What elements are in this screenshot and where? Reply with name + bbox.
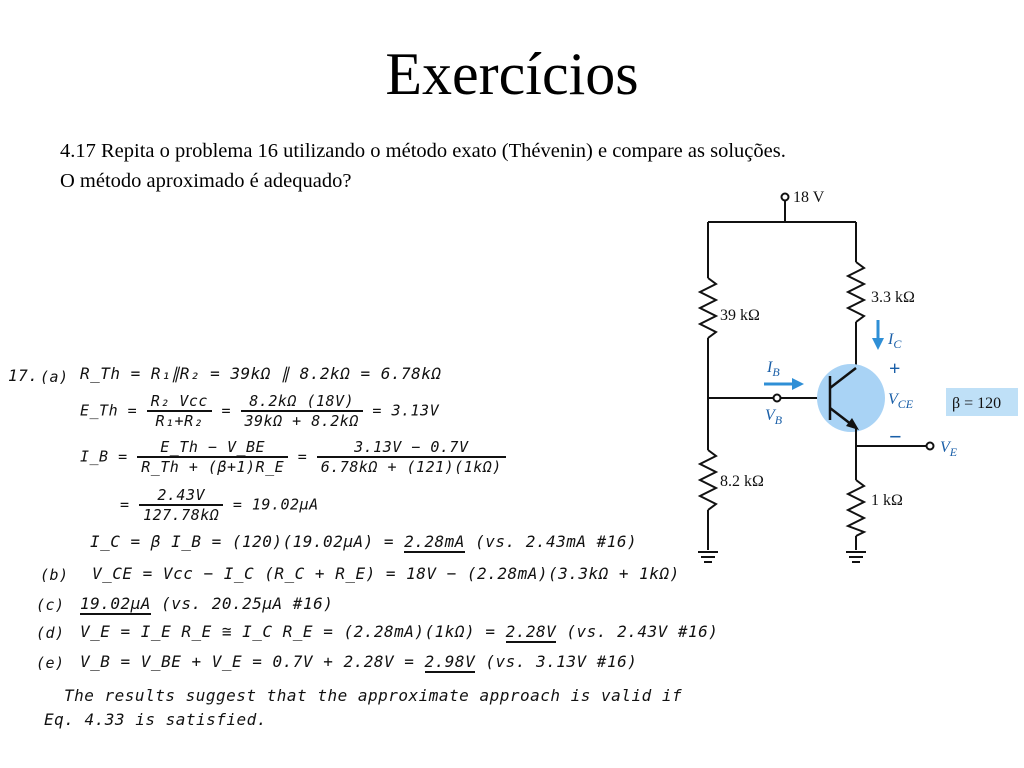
sol-a-label: (a) [40,368,69,386]
sol-a2-eq: = [221,401,231,420]
sol-a3-frac2: $\frac{3.13V - 0.7V}{6.78k\Omega + (121)(1k\Omega)}$ [317,438,506,476]
svg-text:VCE [888,391,914,411]
sol-number: 17. [8,366,39,385]
ve-sub: E [949,445,958,459]
sol-c-label: (c) [36,596,65,614]
ib-sub: B [772,365,780,379]
ic-sub: C [893,337,902,351]
sol-a2-frac1: $\frac{\text{R₂ Vcc}}{\text{R₁+R₂}}$ [147,392,212,430]
re-resistor [848,480,864,536]
ic-label: I [888,331,894,348]
sol-a2 [80,392,439,430]
sol-a4-eq: = [120,495,130,514]
svg-text:IC [887,331,902,351]
sol-e: V_B = V_BE + V_E = 0.7V + 2.28V = 2.98V (vs. 3.13V #16) [80,652,638,671]
r2-label: 8.2 kΩ [720,473,764,490]
ve-label: V [940,439,950,456]
sol-conclusion-2: Eq. 4.33 is satisfied. [44,710,267,729]
sol-e-value: 2.98V [424,652,476,671]
sol-a3-eq: = [297,447,308,466]
sol-a3 [80,438,506,476]
supply-terminal [782,194,789,201]
vb-label: V [765,407,775,424]
vce-sub: CE [897,397,914,411]
handwritten-solution [0,350,760,750]
sol-c: 19.02μA (vs. 20.25μA #16) [80,594,334,613]
sol-conclusion-1: The results suggest that the approximate approach is valid if [64,686,683,705]
sol-a5: I_C = β I_B = (120)(19.02μA) = 2.28mA (vs. 2.43mA #16) [90,532,638,551]
ib-label: I [767,359,773,376]
r1-resistor [700,278,716,338]
sol-d-label: (d) [36,624,65,642]
ic-arrow-head [872,338,884,350]
problem-line-1: 4.17 Repita o problema 16 utilizando o método exato (Thévenin) e compare as soluções. [60,140,786,162]
vb-terminal [774,395,781,402]
svg-text:VE [940,439,958,459]
beta-label: β = 120 [952,395,1002,412]
sol-a3-lhs: I_B = [80,447,128,466]
ib-arrow-head [792,378,804,390]
sol-c-value: 19.02μA [80,594,151,613]
sol-a4 [120,486,319,524]
r1-label: 39 kΩ [720,307,760,324]
svg-text:IB [766,359,780,379]
svg-text:VB [765,407,783,427]
sol-a2-frac2: $\frac{8.2k\Omega (18V)}{39k\Omega + 8.2k\Omega}$ [241,392,363,430]
sol-a4-frac: $\frac{2.43V}{127.78k\Omega}$ [139,486,223,524]
sol-e-label: (e) [36,654,65,672]
sol-b1: V_CE = Vcc − I_C (R_C + R_E) = 18V − (2.28mA)(3.3kΩ + 1kΩ) [92,564,680,583]
sol-a2-lhs: E_Th = [80,401,138,420]
ve-terminal [927,443,934,450]
re-label: 1 kΩ [871,492,903,509]
problem-line-2: O método aproximado é adequado? [60,170,352,192]
sol-b-label: (b) [40,566,69,584]
sol-d-value: 2.28V [505,622,557,641]
vce-plus: + [889,358,901,380]
sol-d: V_E = I_E R_E ≅ I_C R_E = (2.28mA)(1kΩ) = 2.28V (vs. 2.43V #16) [80,622,719,641]
vce-label: V [888,391,898,408]
vce-minus: − [889,424,902,449]
sol-a2-result: = 3.13V [372,401,440,420]
sol-a3-frac1: $\frac{E\_Th - V\_BE}{R\_Th + (\beta+1)R\_E}$ [137,438,288,476]
supply-label: 18 V [793,189,825,206]
rc-label: 3.3 kΩ [871,289,915,306]
sol-a5-value: 2.28mA [404,532,465,551]
rc-resistor [848,262,864,322]
vb-sub: B [774,413,783,427]
sol-a1: R_Th = R₁∥R₂ = 39kΩ ∥ 8.2kΩ = 6.78kΩ [80,364,442,383]
slide-title: Exercícios [385,41,639,107]
sol-a4-result: = 19.02μA [232,495,319,514]
